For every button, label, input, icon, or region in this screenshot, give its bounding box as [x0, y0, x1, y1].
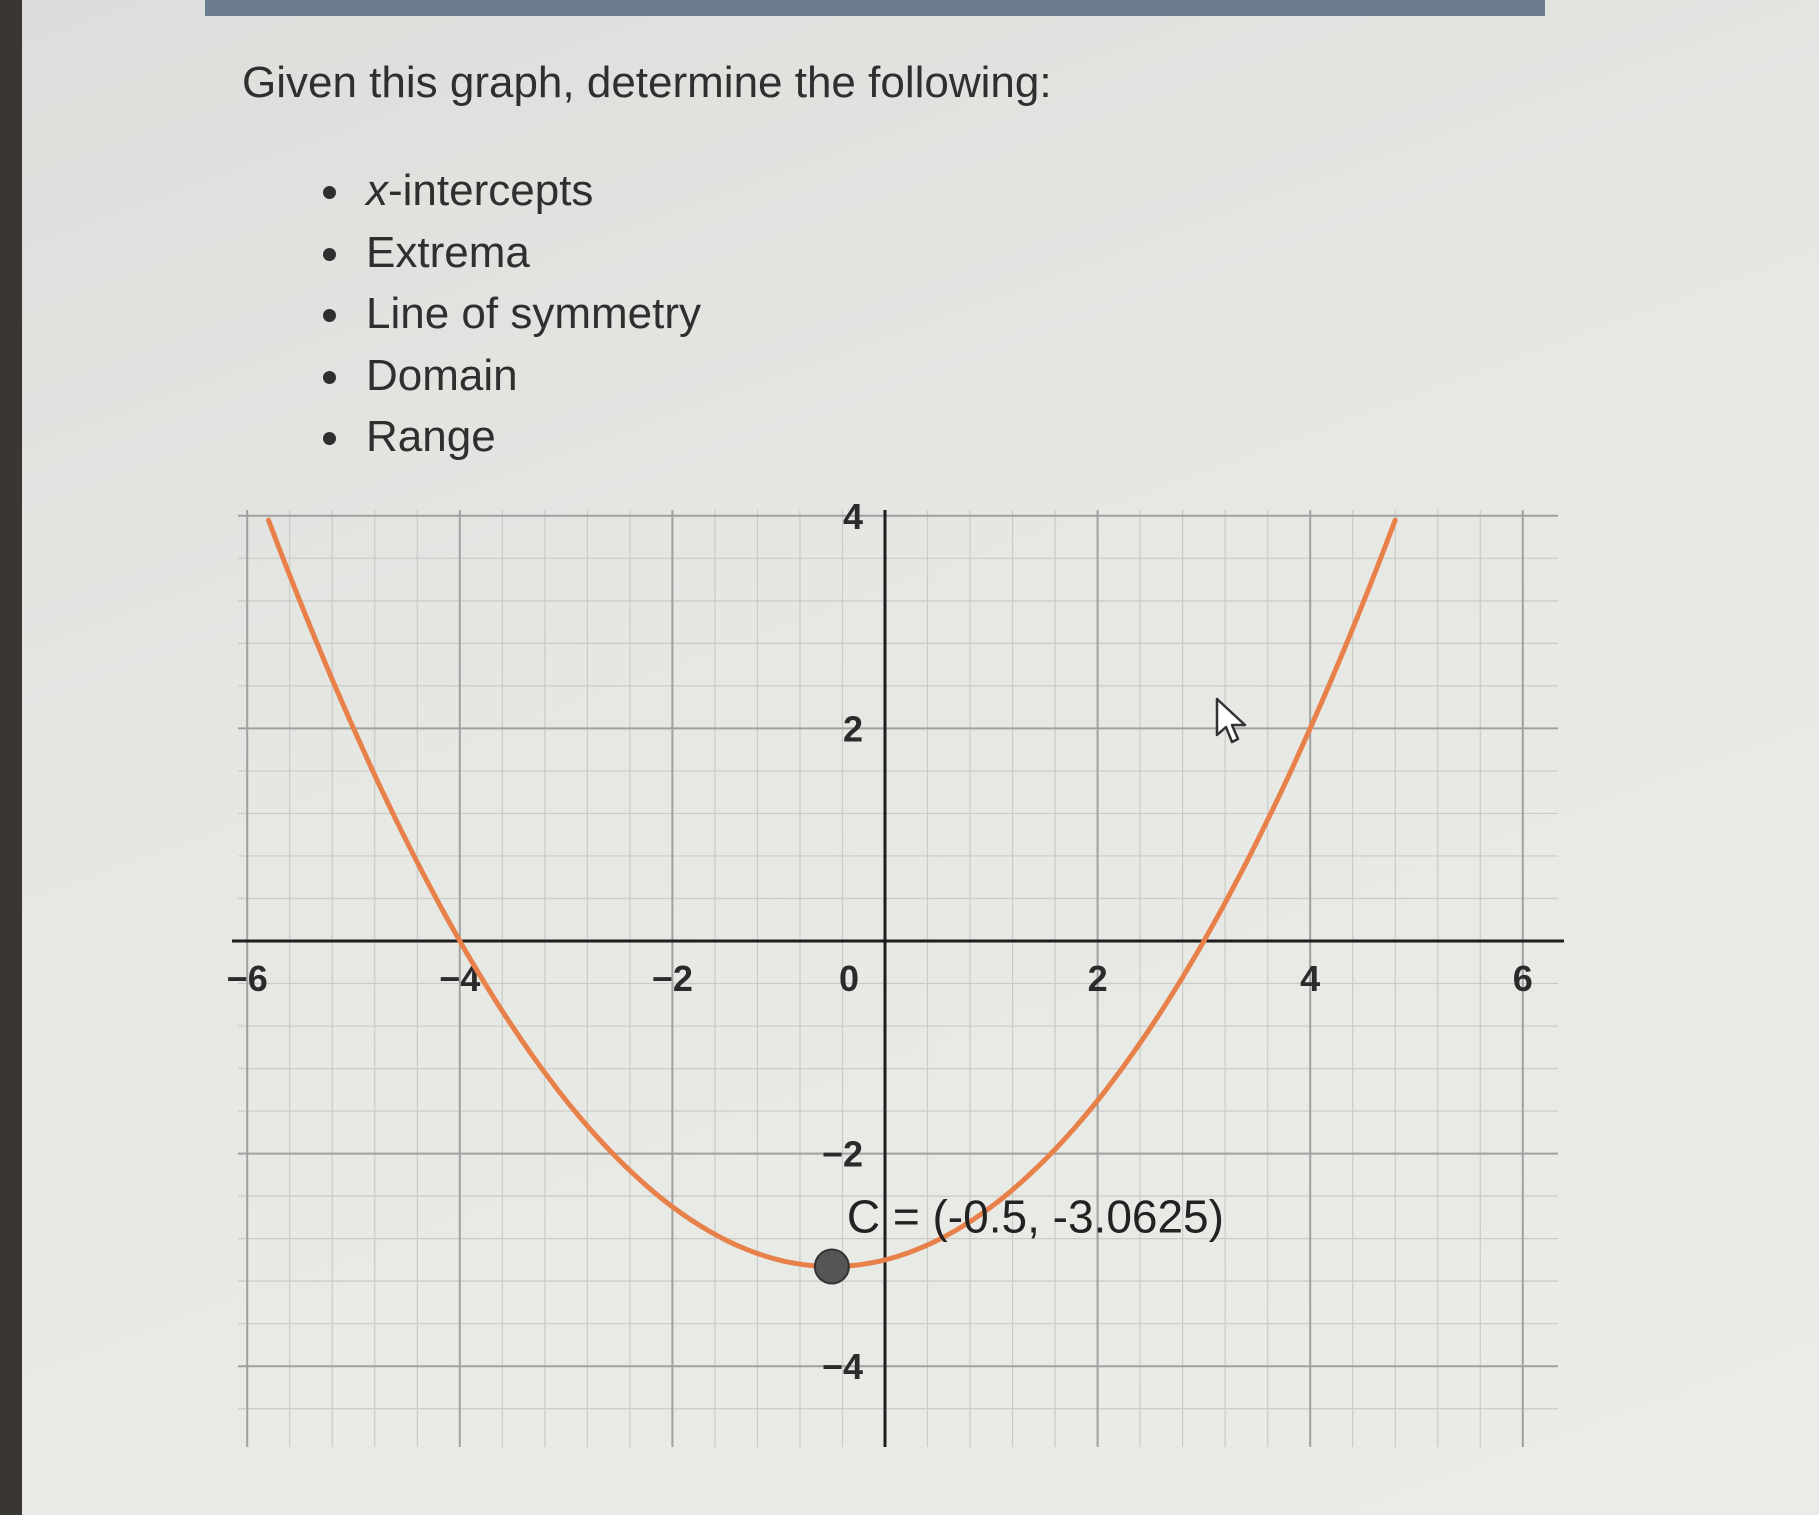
mouse-pointer-icon [1215, 697, 1251, 747]
y-tick-label: 4 [842, 495, 863, 537]
vertex-label: C = (-0.5, -3.0625) [846, 1190, 1224, 1243]
y-tick-label: −2 [821, 1133, 863, 1175]
x-tick-label: −6 [226, 958, 268, 999]
major-grid [238, 510, 1558, 1447]
x-tick-label: −4 [439, 958, 481, 999]
list-item-label: Line of symmetry [366, 289, 701, 338]
list-item-label: Range [366, 412, 496, 461]
y-tick-label: 2 [842, 708, 863, 750]
x-tick-label: 6 [1512, 958, 1533, 999]
question-heading: Given this graph, determine the following: [242, 58, 1052, 107]
list-item-label: Extrema [366, 227, 530, 277]
variable-x: x [366, 166, 388, 215]
x-tick-label: −2 [651, 958, 693, 999]
minor-grid [238, 510, 1558, 1447]
x-tick-label: 2 [1087, 958, 1108, 999]
x-tick-label: 4 [1300, 958, 1321, 999]
list-item-label: -intercepts [388, 166, 594, 215]
y-tick-label: −4 [821, 1346, 863, 1388]
list-item-label: Domain [366, 350, 518, 400]
vertex-point [815, 1250, 849, 1284]
x-tick-label: 0 [838, 958, 860, 999]
